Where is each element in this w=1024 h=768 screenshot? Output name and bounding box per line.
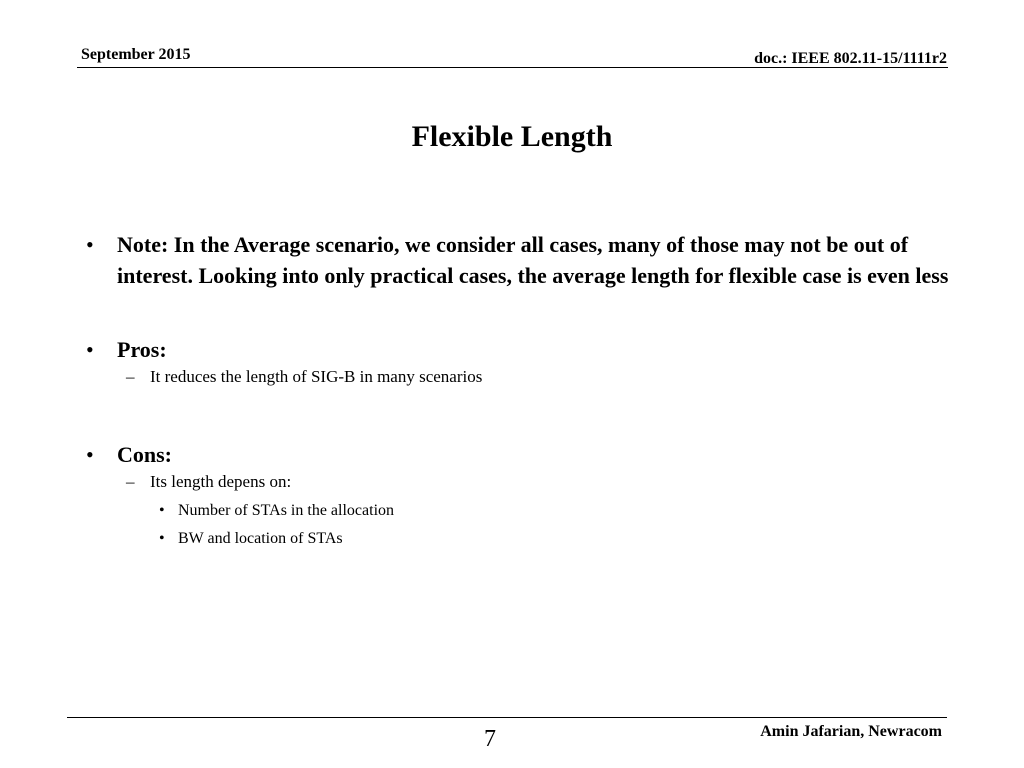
slide-body bbox=[80, 229, 960, 550]
bullet-marker: • bbox=[159, 502, 165, 519]
header-doc-id: doc.: IEEE 802.11-15/1111r2 bbox=[754, 50, 947, 67]
bullet-marker: • bbox=[159, 530, 165, 547]
bullet-cons bbox=[80, 439, 960, 470]
pros-item bbox=[80, 365, 960, 389]
dash-marker: – bbox=[126, 472, 135, 491]
slide-title: Flexible Length bbox=[411, 120, 613, 153]
bullet-marker: • bbox=[86, 442, 94, 467]
bullet-marker: • bbox=[86, 232, 94, 257]
bullet-pros bbox=[80, 334, 960, 365]
page-number: 7 bbox=[484, 726, 496, 752]
note-text: Note: In the Average scenario, we consider all cases, many of those may not be out of interest. Looking into only practical cases, the average length for flexible case is even less bbox=[117, 232, 949, 288]
cons-subitem bbox=[80, 528, 960, 550]
cons-subitem-text: Number of STAs in the allocation bbox=[178, 502, 395, 519]
cons-subitem bbox=[80, 500, 960, 522]
cons-subitem-text: BW and location of STAs bbox=[178, 530, 343, 547]
pros-label: Pros: bbox=[117, 337, 167, 362]
bullet-marker: • bbox=[86, 337, 94, 362]
header-divider bbox=[77, 67, 948, 68]
cons-item-text: Its length depens on: bbox=[150, 472, 292, 491]
footer-author: Amin Jafarian, Newracom bbox=[760, 723, 942, 740]
cons-item bbox=[80, 470, 960, 494]
dash-marker: – bbox=[126, 367, 135, 386]
header-date: September 2015 bbox=[81, 46, 191, 63]
pros-item-text: It reduces the length of SIG-B in many scenarios bbox=[150, 367, 483, 386]
footer-divider bbox=[67, 717, 947, 718]
bullet-note bbox=[80, 229, 960, 291]
cons-label: Cons: bbox=[117, 442, 173, 467]
